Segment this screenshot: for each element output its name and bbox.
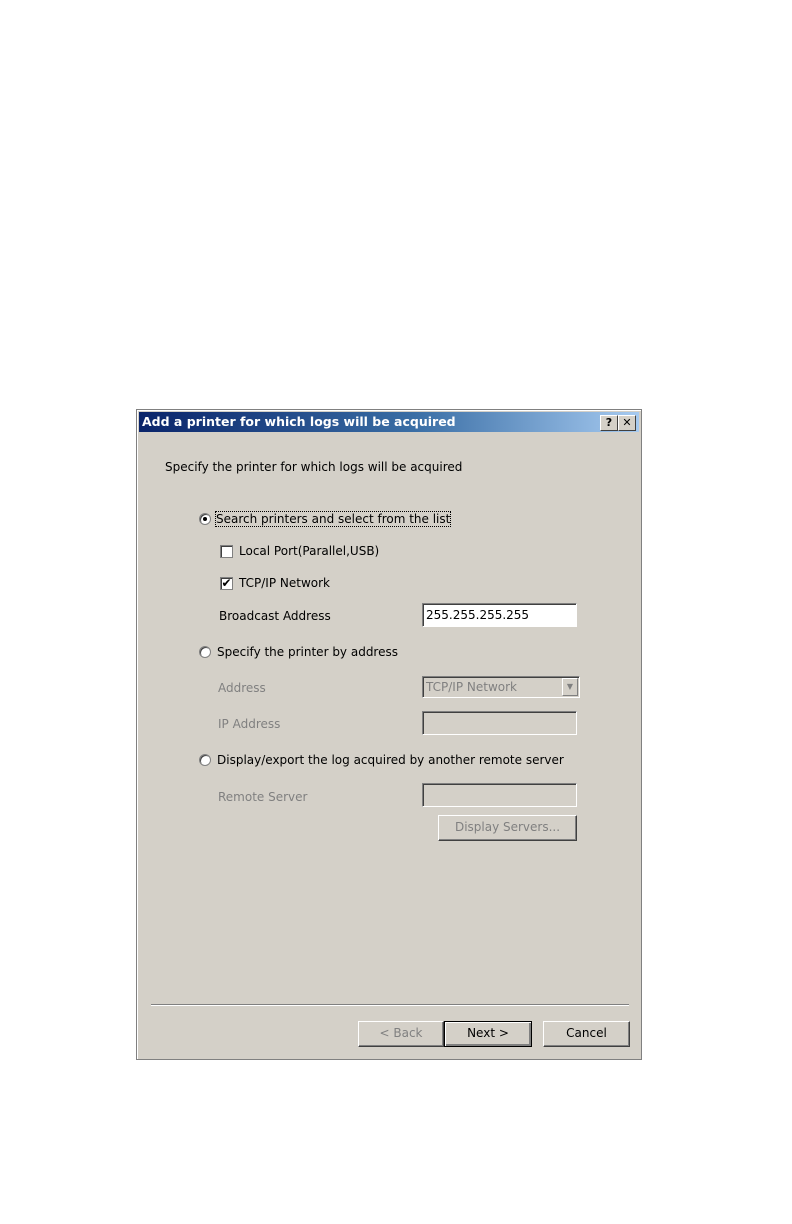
- remote-label[interactable]: Display/export the log acquired by another remote server: [217, 753, 564, 767]
- by-address-radio[interactable]: [199, 646, 211, 658]
- broadcast-address-input[interactable]: 255.255.255.255: [422, 603, 577, 627]
- ip-address-label: IP Address: [218, 717, 281, 731]
- remote-server-input[interactable]: [422, 783, 577, 807]
- local-port-label[interactable]: Local Port(Parallel,USB): [239, 544, 380, 558]
- broadcast-address-label: Broadcast Address: [219, 609, 331, 623]
- checkmark-icon: ✔: [221, 576, 232, 590]
- next-button[interactable]: Next >: [444, 1021, 532, 1047]
- back-button[interactable]: < Back: [358, 1021, 444, 1047]
- remote-server-label: Remote Server: [218, 790, 308, 804]
- cancel-button[interactable]: Cancel: [543, 1021, 630, 1047]
- local-port-checkbox[interactable]: [220, 545, 233, 558]
- search-radio-label[interactable]: Search printers and select from the list: [216, 512, 451, 526]
- dialog-title: Add a printer for which logs will be acquired: [142, 414, 456, 429]
- address-label: Address: [218, 681, 266, 695]
- address-select[interactable]: [422, 676, 580, 698]
- display-servers-button[interactable]: Display Servers...: [438, 815, 577, 841]
- chevron-down-icon[interactable]: ▼: [562, 678, 578, 696]
- footer-separator: [151, 1004, 629, 1006]
- close-icon[interactable]: ✕: [618, 415, 636, 431]
- tcpip-label[interactable]: TCP/IP Network: [239, 576, 330, 590]
- add-printer-dialog: [136, 409, 642, 1060]
- ip-address-input[interactable]: [422, 711, 577, 735]
- help-button[interactable]: ?: [600, 415, 618, 431]
- instruction-text: Specify the printer for which logs will be acquired: [165, 460, 463, 474]
- tcpip-checkbox[interactable]: [220, 577, 233, 590]
- title-bar: [139, 412, 639, 432]
- remote-radio[interactable]: [199, 754, 211, 766]
- search-radio[interactable]: [199, 513, 211, 525]
- address-select-value: TCP/IP Network: [426, 680, 517, 694]
- by-address-label[interactable]: Specify the printer by address: [217, 645, 398, 659]
